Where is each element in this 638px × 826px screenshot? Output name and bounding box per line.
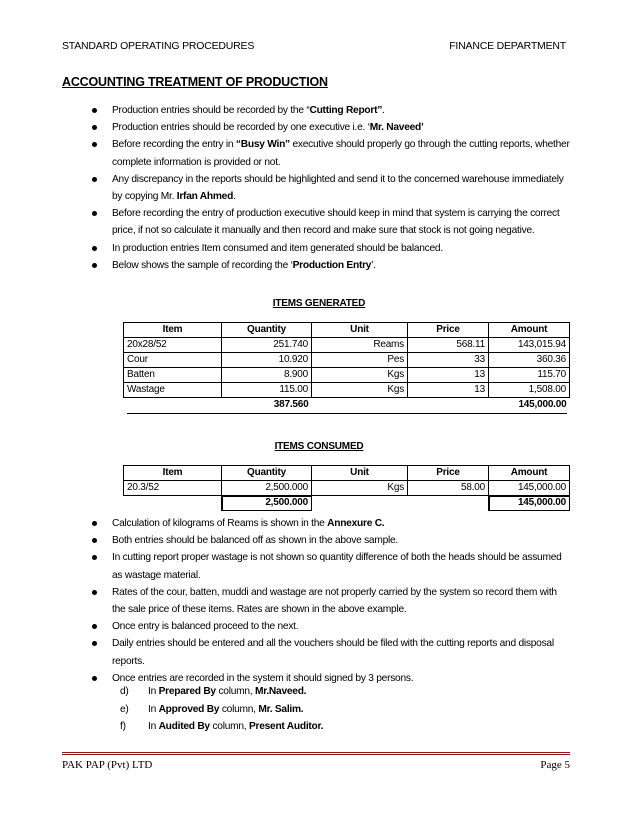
cell-empty bbox=[124, 398, 222, 413]
cell-quantity: 8.900 bbox=[222, 368, 312, 383]
table-header-row bbox=[124, 466, 570, 481]
items-consumed-table bbox=[123, 465, 570, 511]
list-item: In production entries Item consumed and item generated should be balanced. bbox=[92, 240, 570, 257]
list-item: Any discrepancy in the reports should be highlighted and send it to the concerned warehouse immediately by copying Mr. Irfan Ahmed. bbox=[92, 171, 570, 205]
cell-unit: Kgs bbox=[312, 368, 408, 383]
cell-unit: Pes bbox=[312, 353, 408, 368]
cell-item: 20x28/52 bbox=[124, 338, 222, 353]
list-item: Below shows the sample of recording the ‘Production Entry’. bbox=[92, 257, 570, 274]
footer-rule bbox=[62, 752, 570, 755]
cell-unit: Reams bbox=[312, 338, 408, 353]
table-row bbox=[124, 353, 570, 368]
list-item: Production entries should be recorded by the “Cutting Report”. bbox=[92, 102, 570, 119]
cell-price: 568.11 bbox=[408, 338, 489, 353]
total-amount: 145,000.00 bbox=[518, 399, 567, 410]
header-right: FINANCE DEPARTMENT bbox=[449, 40, 566, 52]
col-header-price: Price bbox=[408, 466, 489, 481]
list-item: Once entry is balanced proceed to the next. bbox=[92, 618, 570, 635]
col-header-unit: Unit bbox=[312, 466, 408, 481]
col-header-item: Item bbox=[124, 323, 222, 338]
list-item: Before recording the entry of production executive should keep in mind that system is carrying the correct price, if not so calculate it manually and then record and make sure that stock is not going negative. bbox=[92, 205, 570, 239]
total-quantity: 387.560 bbox=[273, 399, 309, 410]
list-item: Calculation of kilograms of Reams is shown in the Annexure C. bbox=[92, 515, 570, 532]
col-header-price: Price bbox=[408, 323, 489, 338]
signatory-item: f) In Audited By column, Present Auditor. bbox=[120, 721, 324, 732]
cell-amount: 143,015.94 bbox=[489, 338, 570, 353]
list-item: Before recording the entry in “Busy Win” executive should properly go through the cutting reports, whether complete information is provided or not. bbox=[92, 136, 570, 170]
footer-page-number: Page 5 bbox=[540, 759, 570, 771]
cell-price: 13 bbox=[408, 383, 489, 398]
cell-quantity: 10.920 bbox=[222, 353, 312, 368]
cell-empty bbox=[124, 496, 222, 511]
instructions-list-bottom bbox=[92, 515, 570, 687]
table-row bbox=[124, 368, 570, 383]
items-generated-table bbox=[123, 322, 570, 412]
cell-empty bbox=[312, 398, 408, 413]
list-item: Both entries should be balanced off as shown in the above sample. bbox=[92, 532, 570, 549]
cell-amount: 360.36 bbox=[489, 353, 570, 368]
col-header-item: Item bbox=[124, 466, 222, 481]
col-header-unit: Unit bbox=[312, 323, 408, 338]
cell-price: 13 bbox=[408, 368, 489, 383]
cell-quantity: 115.00 bbox=[222, 383, 312, 398]
list-item: In cutting report proper wastage is not shown so quantity difference of both the heads should be assumed as wastage material. bbox=[92, 549, 570, 583]
instructions-list-top bbox=[92, 102, 570, 274]
cell-item: Cour bbox=[124, 353, 222, 368]
cell-unit: Kgs bbox=[312, 481, 408, 496]
cell-item: Wastage bbox=[124, 383, 222, 398]
table-row bbox=[124, 481, 570, 496]
cell-quantity: 2,500.000 bbox=[222, 481, 312, 496]
section-title: ACCOUNTING TREATMENT OF PRODUCTION bbox=[62, 75, 328, 89]
table-header-row bbox=[124, 323, 570, 338]
list-item: Rates of the cour, batten, muddi and wastage are not properly carried by the system so record them with the sale price of these items. Rates are shown in the above example. bbox=[92, 584, 570, 618]
cell-unit: Kgs bbox=[312, 383, 408, 398]
cell-empty bbox=[408, 398, 489, 413]
col-header-amount: Amount bbox=[489, 466, 570, 481]
cell-price: 33 bbox=[408, 353, 489, 368]
list-item: Once entries are recorded in the system it should signed by 3 persons. bbox=[92, 670, 570, 687]
total-amount: 145,000.00 bbox=[489, 496, 570, 511]
table-total-row bbox=[124, 496, 570, 511]
col-header-quantity: Quantity bbox=[222, 323, 312, 338]
cell-item: Batten bbox=[124, 368, 222, 383]
cell-amount: 1,508.00 bbox=[489, 383, 570, 398]
col-header-quantity: Quantity bbox=[222, 466, 312, 481]
signatories-list bbox=[120, 683, 323, 736]
signatory-item: d) In Prepared By column, Mr.Naveed. bbox=[120, 686, 307, 697]
cell-price: 58.00 bbox=[408, 481, 489, 496]
cell-amount: 115.70 bbox=[489, 368, 570, 383]
signatory-item: e) In Approved By column, Mr. Salim. bbox=[120, 703, 304, 715]
table-row bbox=[124, 383, 570, 398]
cell-amount: 145,000.00 bbox=[489, 481, 570, 496]
header-left: STANDARD OPERATING PROCEDURES bbox=[62, 40, 255, 52]
list-item: Production entries should be recorded by one executive i.e. ‘Mr. Naveed’ bbox=[92, 119, 570, 136]
cell-item: 20.3/52 bbox=[124, 481, 222, 496]
items-consumed-caption: ITEMS CONSUMED bbox=[274, 441, 364, 452]
table-row bbox=[124, 338, 570, 353]
total-quantity: 2,500.000 bbox=[222, 496, 312, 511]
cell-quantity: 251.740 bbox=[222, 338, 312, 353]
cell-empty bbox=[312, 496, 408, 511]
list-item: Daily entries should be entered and all the vouchers should be filed with the cutting reports and disposal reports. bbox=[92, 635, 570, 669]
cell-empty bbox=[408, 496, 489, 511]
table-total-row bbox=[124, 398, 570, 413]
total-underline bbox=[127, 413, 567, 414]
footer-company: PAK PAP (Pvt) LTD bbox=[62, 759, 153, 771]
col-header-amount: Amount bbox=[489, 323, 570, 338]
items-generated-caption: ITEMS GENERATED bbox=[272, 298, 366, 309]
